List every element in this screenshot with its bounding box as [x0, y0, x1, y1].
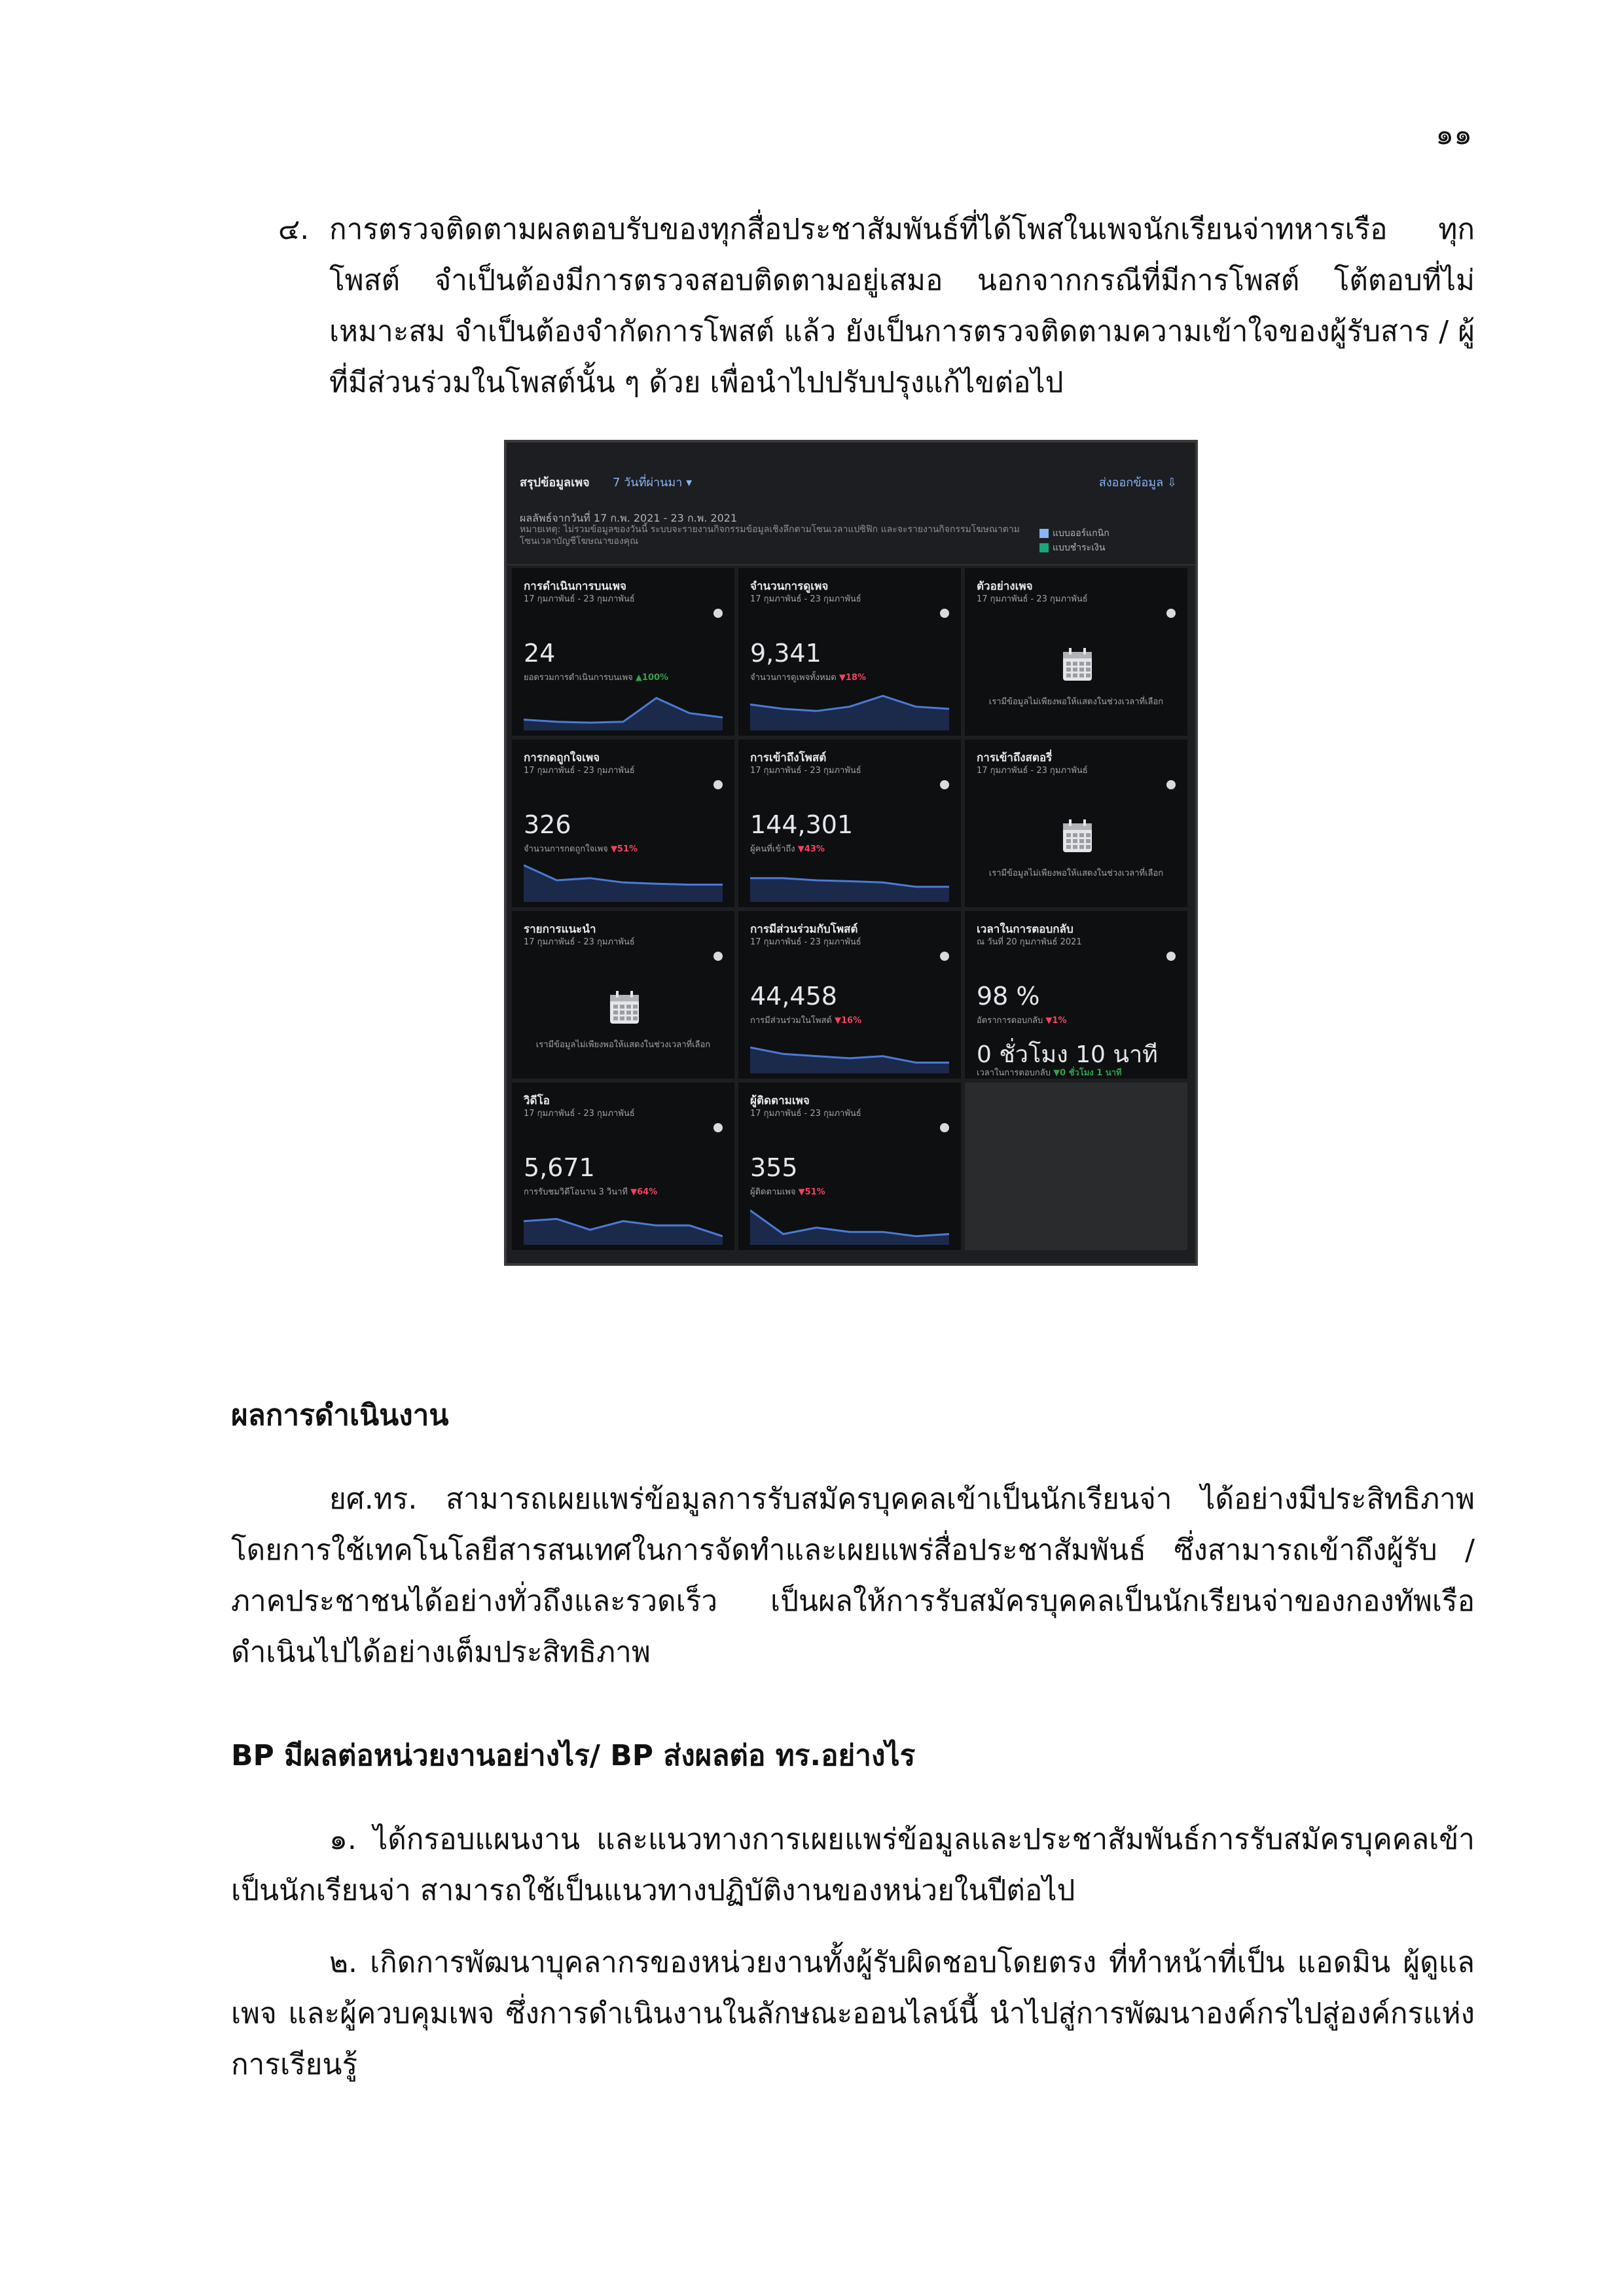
metric-label — [524, 1185, 657, 1198]
metric-value: 98 % — [977, 982, 1040, 1011]
sparkline-area — [750, 696, 949, 730]
response-time-change: ▼0 ชั่วโมง 1 นาที — [1053, 1068, 1122, 1078]
info-icon[interactable] — [1166, 780, 1176, 789]
metric-card[interactable] — [512, 911, 734, 1079]
metric-card[interactable] — [738, 1083, 961, 1250]
no-data-message: เรามีข้อมูลไม่เพียงพอให้แสดงในช่วงเวลาที่เลือก — [535, 1040, 711, 1050]
metric-change-badge: ▼43% — [797, 844, 825, 854]
dashboard-title: สรุปข้อมูลเพจ — [520, 476, 590, 490]
metric-label-text: จำนวนการกดถูกใจเพจ — [524, 844, 608, 854]
legend-paid: แบบชำระเงิน — [1039, 541, 1105, 555]
bp-heading: BP มีผลต่อหน่วยงานอย่างไร/ BP ส่งผลต่อ ทร.อย่างไร — [231, 1739, 916, 1772]
info-icon[interactable] — [713, 609, 723, 618]
metric-card[interactable] — [512, 740, 734, 907]
card-date-range: 17 กุมภาพันธ์ - 23 กุมภาพันธ์ — [750, 1109, 861, 1119]
metric-change-badge: ▲100% — [635, 673, 669, 683]
legend-swatch-icon — [1039, 543, 1049, 552]
info-icon[interactable] — [940, 780, 949, 789]
card-date-range: ณ วันที่ 20 กุมภาพันธ์ 2021 — [977, 937, 1082, 947]
legend-organic: แบบออร์แกนิก — [1039, 526, 1110, 541]
card-date-range: 17 กุมภาพันธ์ - 23 กุมภาพันธ์ — [750, 766, 861, 776]
card-title: จำนวนการดูเพจ — [750, 580, 829, 593]
metric-value: 24 — [524, 639, 556, 668]
sparkline-chart — [750, 685, 949, 730]
card-title: รายการแนะนำ — [524, 923, 596, 936]
sparkline-area — [750, 1047, 949, 1073]
item-4-paragraph: การตรวจติดตามผลตอบรับของทุกสื่อประชาสัมพันธ์ที่ได้โพสในเพจนักเรียนจ่าทหารเรือ ทุกโพสต์ จำเป็นต้องมีการตรวจสอบติดตามอยู่เสมอ นอกจากกรณีที่มีการโพสต์ โต้ตอบที่ไม่เหมาะสม จำเป็นต้องจำกัดการโพสต์ แล้ว ยังเป็นการตรวจติดตามความเข้าใจของผู้รับสาร / ผู้ที่มีส่วนร่วมในโพสต์นั้น ๆ ด้วย เพื่อนำไปปรับปรุงแก้ไขต่อไป — [329, 213, 1475, 399]
metric-label — [524, 842, 638, 855]
metric-label — [750, 842, 825, 855]
response-time-label — [977, 1066, 1122, 1079]
card-title: การมีส่วนร่วมกับโพสต์ — [750, 923, 858, 936]
card-title: การกดถูกใจเพจ — [524, 751, 600, 764]
card-title: การดำเนินการบนเพจ — [524, 580, 626, 593]
sparkline-chart — [524, 1199, 723, 1245]
metric-change-badge: ▼51% — [798, 1187, 825, 1197]
results-paragraph: ยศ.ทร. สามารถเผยแพร่ข้อมูลการรับสมัครบุคคลเข้าเป็นนักเรียนจ่า ได้อย่างมีประสิทธิภาพ โดยการใช้เทคโนโลยีสารสนเทศในการจัดทำและเผยแพร่สื่อประชาสัมพันธ์ ซึ่งสามารถเข้าถึงผู้รับ / ภาคประชาชนได้อย่างทั่วถึงและรวดเร็ว เป็นผลให้การรับสมัครบุคคลเป็นนักเรียนจ่าของกองทัพเรือ ดำเนินไปได้อย่างเต็มประสิทธิภาพ — [231, 1482, 1475, 1669]
metric-value: 326 — [524, 810, 571, 839]
sparkline-chart — [524, 685, 723, 730]
metric-value: 355 — [750, 1153, 798, 1182]
bp-point-1: ๑. ได้กรอบแผนงาน และแนวทางการเผยแพร่ข้อมูลและประชาสัมพันธ์การรับสมัครบุคคลเข้าเป็นนักเรียนจ่า สามารถใช้เป็นแนวทางปฏิบัติงานของหน่วยในปีต่อไป — [231, 1823, 1475, 1907]
metric-label — [524, 670, 668, 684]
card-date-range: 17 กุมภาพันธ์ - 23 กุมภาพันธ์ — [977, 594, 1088, 604]
no-data-message: เรามีข้อมูลไม่เพียงพอให้แสดงในช่วงเวลาที่เลือก — [988, 869, 1164, 878]
response-time-value: 0 ชั่วโมง 10 นาที — [977, 1041, 1158, 1068]
sparkline-area — [750, 1210, 949, 1245]
card-title: ผู้ติดตามเพจ — [750, 1094, 810, 1107]
sparkline-chart — [750, 1199, 949, 1245]
metric-change-badge: ▼16% — [835, 1016, 862, 1026]
metric-change-badge: ▼64% — [630, 1187, 658, 1197]
metric-label-text: ผู้ติดตามเพจ — [750, 1187, 796, 1197]
metric-value: 144,301 — [750, 810, 854, 839]
metric-label — [977, 1013, 1067, 1027]
card-title: วิดีโอ — [524, 1094, 550, 1107]
card-date-range: 17 กุมภาพันธ์ - 23 กุมภาพันธ์ — [977, 766, 1088, 776]
sparkline-area — [524, 865, 723, 902]
card-date-range: 17 กุมภาพันธ์ - 23 กุมภาพันธ์ — [524, 766, 635, 776]
card-date-range: 17 กุมภาพันธ์ - 23 กุมภาพันธ์ — [750, 594, 861, 604]
card-date-range: 17 กุมภาพันธ์ - 23 กุมภาพันธ์ — [524, 937, 635, 947]
metric-label-text: จำนวนการดูเพจทั้งหมด — [750, 673, 837, 683]
metric-change-badge: ▼51% — [610, 844, 638, 854]
metric-card[interactable] — [738, 911, 961, 1079]
card-date-range: 17 กุมภาพันธ์ - 23 กุมภาพันธ์ — [524, 1109, 635, 1119]
sparkline-chart — [750, 856, 949, 902]
sparkline-area — [524, 1219, 723, 1245]
results-heading: ผลการดำเนินงาน — [231, 1399, 449, 1432]
metric-value: 44,458 — [750, 982, 837, 1011]
insights-note: หมายเหตุ: ไม่รวมข้อมูลของวันนี้ ระบบจะรายงานกิจกรรมข้อมูลเชิงลึกตามโซนเวลาแปซิฟิก และจะรายงานกิจกรรมโฆษณาตามโซนเวลาบัญชีโฆษณาของคุณ — [520, 524, 1020, 547]
metric-label-text: การรับชมวิดีโอนาน 3 วินาที — [524, 1187, 628, 1197]
empty-grid-slot — [965, 1083, 1187, 1250]
card-title: เวลาในการตอบกลับ — [977, 923, 1074, 936]
page-number: ๑๑ — [1435, 118, 1472, 151]
card-date-range: 17 กุมภาพันธ์ - 23 กุมภาพันธ์ — [524, 594, 635, 604]
metric-card[interactable] — [965, 740, 1187, 907]
response-time-label-text: เวลาในการตอบกลับ — [977, 1068, 1051, 1078]
card-title: การเข้าถึงสตอรี่ — [977, 751, 1053, 764]
sparkline-chart — [750, 1028, 949, 1073]
calendar-icon — [609, 990, 640, 1025]
metric-card[interactable] — [738, 740, 961, 907]
metric-card[interactable] — [738, 568, 961, 736]
metric-label — [750, 1185, 825, 1198]
dashboard-header — [507, 442, 1195, 565]
info-icon[interactable] — [940, 952, 949, 961]
bp-point-2: ๒. เกิดการพัฒนาบุคลากรของหน่วยงานทั้งผู้รับผิดชอบโดยตรง ที่ทำหน้าที่เป็น แอดมิน ผู้ดูแลเพจ และผู้ควบคุมเพจ ซึ่งการดำเนินงานในลักษณะออนไลน์นี้ นำไปสู่การพัฒนาองค์กรไปสู่องค์กรแห่งการเรียนรู้ — [231, 1946, 1475, 2081]
sparkline-series — [750, 1210, 949, 1236]
metric-label-text: ยอดรวมการดำเนินการบนเพจ — [524, 673, 633, 683]
results-date-range: ผลลัพธ์จากวันที่ 17 ก.พ. 2021 - 23 ก.พ. 2021 — [520, 512, 738, 524]
info-icon[interactable] — [1166, 952, 1176, 961]
calendar-icon — [1062, 647, 1093, 682]
metric-card[interactable] — [965, 911, 1187, 1079]
page-insights-screenshot — [504, 440, 1198, 1266]
sparkline-chart — [524, 856, 723, 902]
metric-card[interactable] — [512, 568, 734, 736]
export-data-link[interactable]: ส่งออกข้อมูล ⇩ — [1098, 476, 1177, 490]
metric-change-badge: ▼18% — [839, 673, 866, 683]
metric-label-text: การมีส่วนร่วมในโพสต์ — [750, 1016, 832, 1026]
calendar-icon — [1062, 818, 1093, 853]
metric-label — [750, 1013, 861, 1027]
info-icon[interactable] — [940, 609, 949, 618]
info-icon[interactable] — [713, 952, 723, 961]
metric-value: 9,341 — [750, 639, 821, 668]
card-title: การเข้าถึงโพสต์ — [750, 751, 827, 764]
metric-label — [750, 670, 866, 684]
info-icon[interactable] — [1166, 609, 1176, 618]
no-data-message: เรามีข้อมูลไม่เพียงพอให้แสดงในช่วงเวลาที่เลือก — [988, 697, 1164, 707]
metric-card[interactable] — [965, 568, 1187, 736]
metric-label-text: ผู้คนที่เข้าถึง — [750, 844, 795, 854]
date-range-dropdown[interactable]: 7 วันที่ผ่านมา ▾ — [613, 476, 693, 490]
legend-swatch-icon — [1039, 529, 1049, 538]
info-icon[interactable] — [713, 780, 723, 789]
item-number: ๔. — [278, 213, 310, 246]
metric-value: 5,671 — [524, 1153, 595, 1182]
info-icon[interactable] — [940, 1123, 949, 1132]
metric-label-text: อัตราการตอบกลับ — [977, 1016, 1043, 1026]
info-icon[interactable] — [713, 1123, 723, 1132]
metric-change-badge: ▼1% — [1045, 1016, 1067, 1026]
metric-card[interactable] — [512, 1083, 734, 1250]
card-date-range: 17 กุมภาพันธ์ - 23 กุมภาพันธ์ — [750, 937, 861, 947]
card-title: ตัวอย่างเพจ — [977, 580, 1033, 593]
